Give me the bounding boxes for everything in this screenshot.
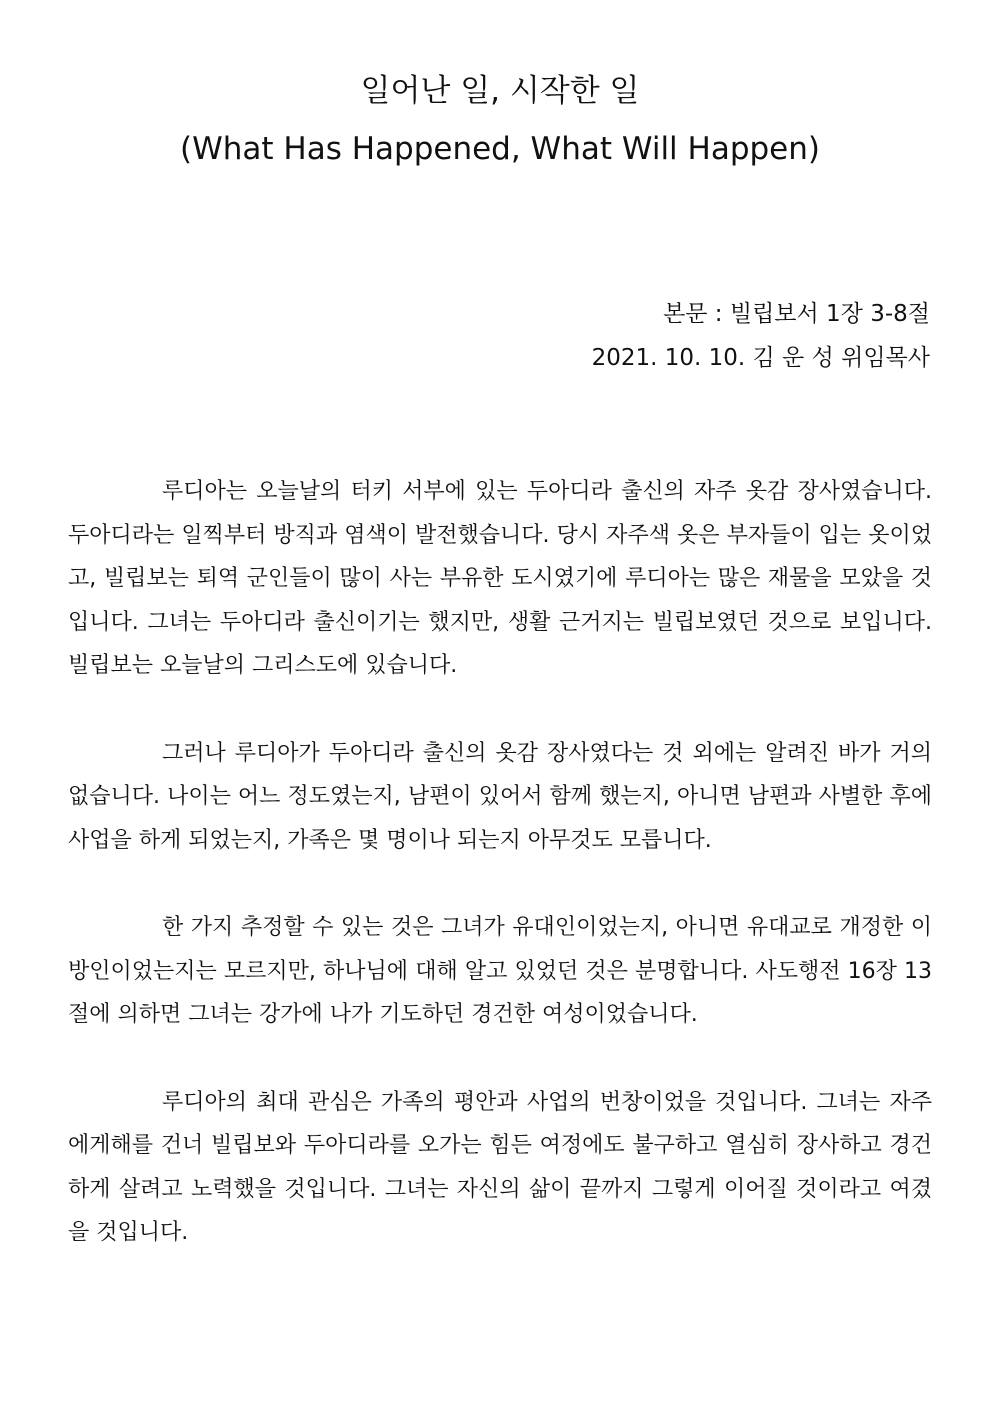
sermon-title-english: (What Has Happened, What Will Happen) <box>180 131 820 167</box>
scripture-reference: 본문 : 빌립보서 1장 3-8절 <box>663 301 930 327</box>
sermon-title-korean: 일어난 일, 시작한 일 <box>360 73 640 109</box>
paragraph-4: 루디아의 최대 관심은 가족의 평안과 사업의 번창이었을 것입니다. 그녀는 자주 에게해를 건너 빌립보와 두아디라를 오가는 힘든 여정에도 불구하고 열심히 장사하고 경건하게 살려고 노력했을 것입니다. 그녀는 자신의 삶이 끝까지 그렇게 이어질 것이라고 여겼을 것입니다. <box>68 1089 932 1245</box>
paragraph-3: 한 가지 추정할 수 있는 것은 그녀가 유대인이었는지, 아니면 유대교로 개정한 이방인이었는지는 모르지만, 하나님에 대해 알고 있었던 것은 분명합니다. 사도행전 16장 13절에 의하면 그녀는 강가에 나가 기도하던 경건한 여성이었습니다. <box>68 915 932 1027</box>
paragraph-1: 루디아는 오늘날의 터키 서부에 있는 두아디라 출신의 자주 옷감 장사였습니다. 두아디라는 일찍부터 방직과 염색이 발전했습니다. 당시 자주색 옷은 부자들이 입는 옷이었고, 빌립보는 퇴역 군인들이 많이 사는 부유한 도시였기에 루디아는 많은 재물을 모았을 것입니다. 그녀는 두아디라 출신이기는 했지만, 생활 근거지는 빌립보였던 것으로 보입니다. 빌립보는 오늘날의 그리스도에 있습니다. <box>68 479 932 678</box>
date-and-author: 2021. 10. 10. 김 운 성 위임목사 <box>591 345 930 371</box>
paragraph-2: 그러나 루디아가 두아디라 출신의 옷감 장사였다는 것 외에는 알려진 바가 거의 없습니다. 나이는 어느 정도였는지, 남편이 있어서 함께 했는지, 아니면 남편과 사별한 후에 사업을 하게 되었는지, 가족은 몇 명이나 되는지 아무것도 모릅니다. <box>68 740 932 853</box>
sermon-meta <box>592 292 930 380</box>
title-block <box>0 62 1000 178</box>
sermon-body <box>68 470 932 1299</box>
